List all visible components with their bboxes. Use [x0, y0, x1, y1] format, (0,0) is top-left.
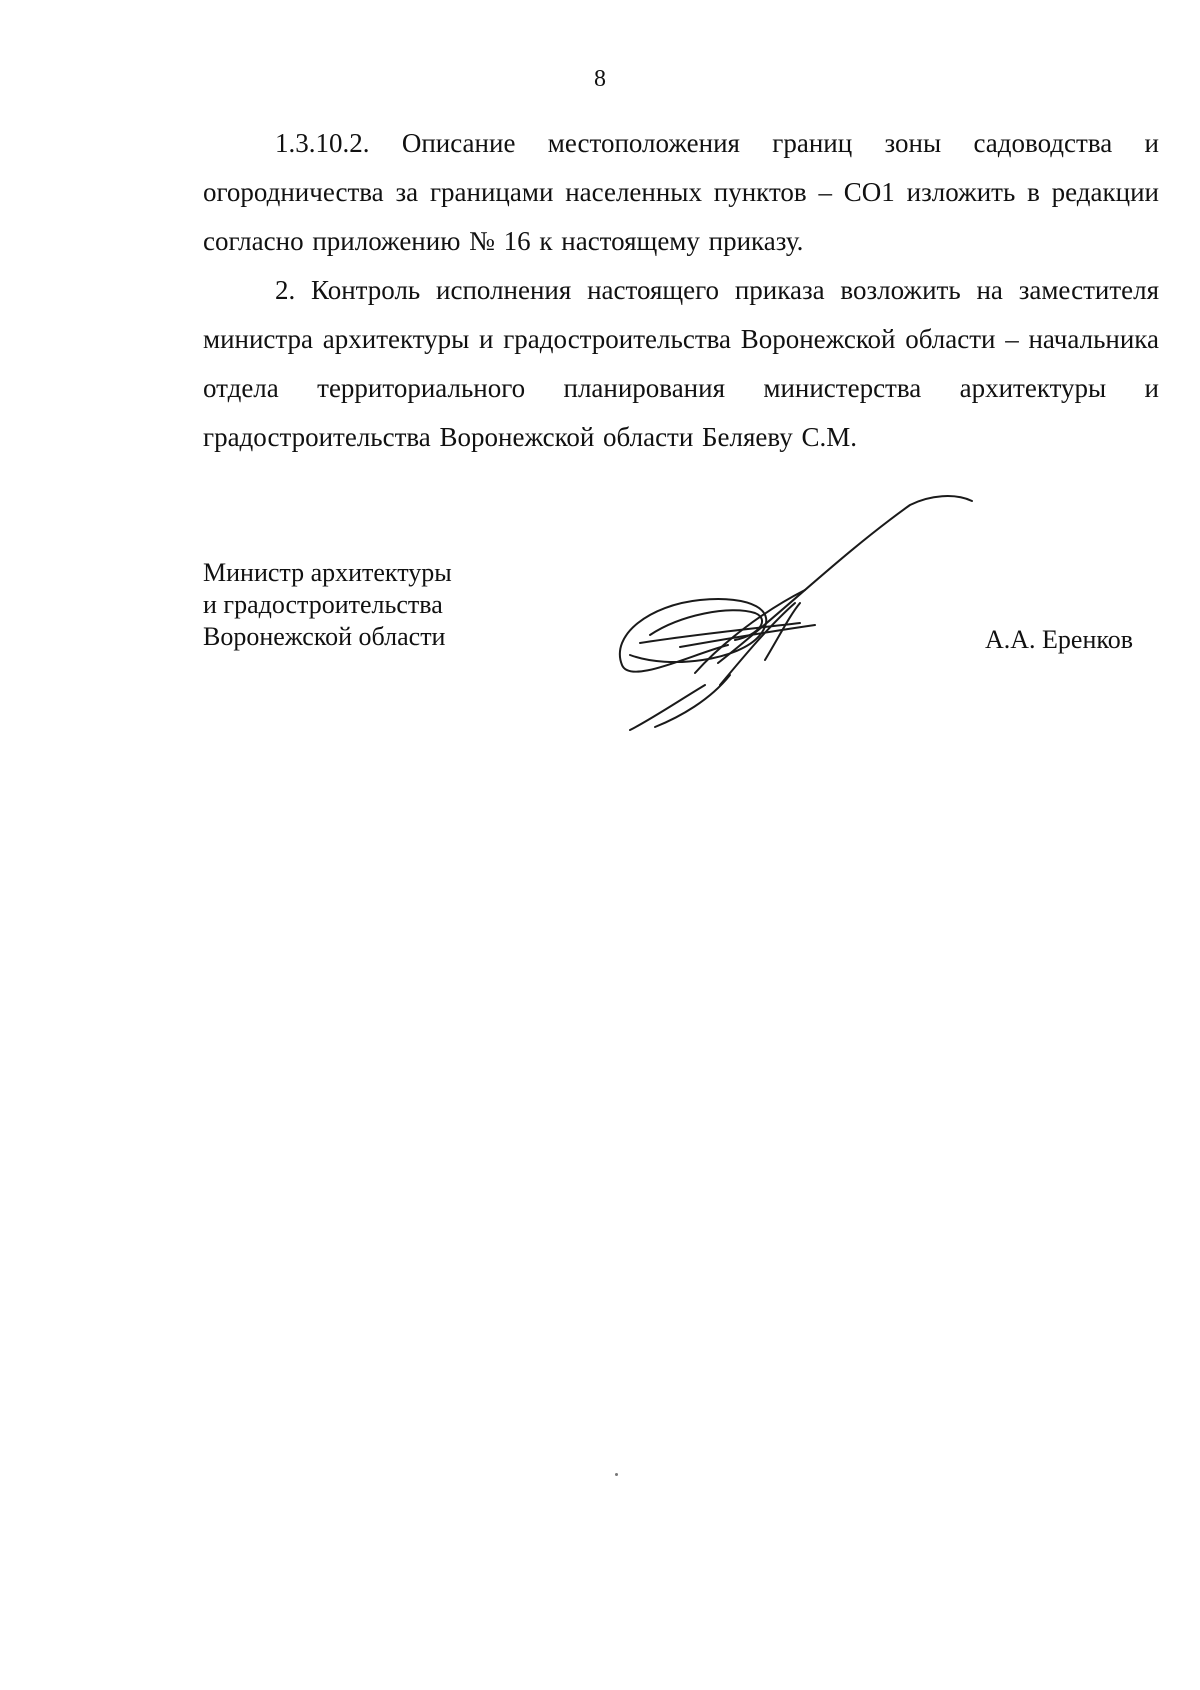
handwritten-signature — [610, 495, 980, 735]
page-number: 8 — [594, 66, 606, 92]
paragraph-1-3-10-2: 1.3.10.2. Описание местоположения границ зоны садоводства и огородничества за границами населенных пунктов – СО1 изложить в редакции согласно приложению № 16 к настоящему приказу. — [203, 128, 1159, 256]
paragraph-2-control: 2. Контроль исполнения настоящего приказа возложить на заместителя министра архитектуры и градостроительства Воронежской области – начальника отдела территориального планирования министерства архитектуры и градостроительства Воронежской области Беляеву С.М. — [203, 275, 1159, 452]
signatory-name: А.А. Еренков — [985, 625, 1133, 654]
signatory-title-line: Воронежской области — [203, 622, 446, 651]
signatory-title — [203, 557, 452, 653]
document-body — [203, 119, 1159, 462]
signatory-title-line: Министр архитектуры — [203, 558, 452, 587]
scan-speck — [615, 1473, 618, 1476]
signatory-title-line: и градостроительства — [203, 590, 443, 619]
